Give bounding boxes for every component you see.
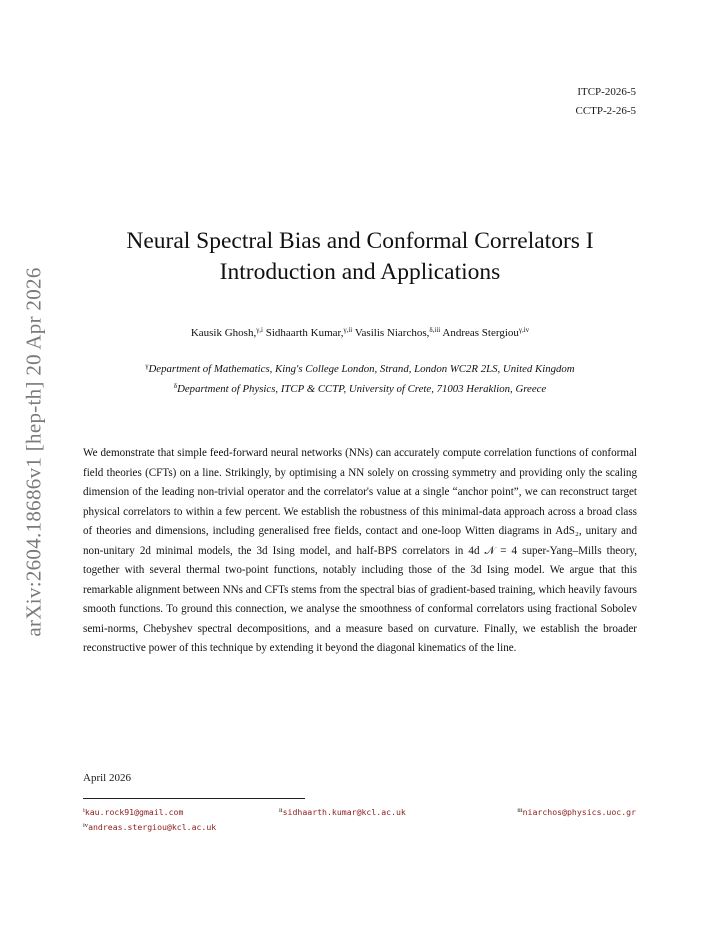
- author-list: [60, 326, 660, 339]
- paper-title: [60, 226, 660, 288]
- report-number-cctp: CCTP-2-26-5: [575, 105, 636, 117]
- author-niarchos: Vasilis Niarchos,$^{\delta,iii}$: [354, 326, 441, 339]
- title-line-1: Neural Spectral Bias and Conformal Correlators I: [126, 228, 594, 254]
- abstract-text: We demonstrate that simple feed-forward neural networks (NNs) can accurately compute correlation functions of conformal field theories (CFTs) on a line. Strikingly, by optimising a NN solely on crossing symmetry and providing only the scaling dimension of the leading non-trivial operator and the correlator's value at a single “anchor point”, we can reconstruct target physical correlators to within a few percent. We establish the robustness of this minimal-data approach across a broad class of theories and dimensions, including generalised free fields, contact and one-loop Witten diagrams in AdS₂, unitary and non-unitary 2d minimal models, the 3d Ising model, and half-BPS correlators in 4d 𝒩 = 4 super-Yang–Mills theory, together with several thermal two-point functions, notably including those of the 3d Ising model. We argue that this remarkable alignment between NNs and CFTs stems from the spectral bias of gradient-based training, which heavily favours smooth functions. To ground this connection, we analyse the smoothness of conformal correlators using fractional Sobolev semi-norms, Chebyshev spectral decompositions, and a measure based on curvature. Finally, we establish the broader reconstructive power of this technique by extending it beyond the diagonal kinematics of the line.: [83, 447, 637, 654]
- publication-date: April 2026: [83, 772, 131, 784]
- author-ghosh: Kausik Ghosh,$^{\gamma,i}$: [190, 326, 263, 339]
- title-line-2: Introduction and Applications: [219, 259, 501, 285]
- affiliation-kcl: $^\gamma$Department of Mathematics, King's College London, Strand, London WC2R 2LS, United Kingdom: [145, 362, 575, 375]
- footnote-email-kumar[interactable]: $^{ii}$sidhaarth.kumar@kcl.ac.uk: [279, 807, 406, 817]
- report-number-itcp: ITCP-2026-5: [577, 86, 636, 98]
- author-kumar: Sidhaarth Kumar,$^{\gamma,ii}$: [265, 326, 353, 339]
- affiliation-crete: $^\delta$Department of Physics, ITCP & CCTP, University of Crete, 71003 Heraklion, Greece: [173, 382, 547, 395]
- arxiv-identifier-text: arXiv:2604.18686v1 [hep-th] 20 Apr 2026: [21, 267, 46, 637]
- footnote-rule: [83, 798, 305, 799]
- footnote-email-stergiou[interactable]: $^{iv}$andreas.stergiou@kcl.ac.uk: [83, 822, 217, 832]
- author-stergiou: Andreas Stergiou$^{\gamma,iv}$: [442, 326, 530, 339]
- footnote-email-niarchos[interactable]: $^{iii}$niarchos@physics.uoc.gr: [517, 807, 636, 817]
- footnote-email-ghosh[interactable]: $^i$kau.rock91@gmail.com: [83, 807, 184, 817]
